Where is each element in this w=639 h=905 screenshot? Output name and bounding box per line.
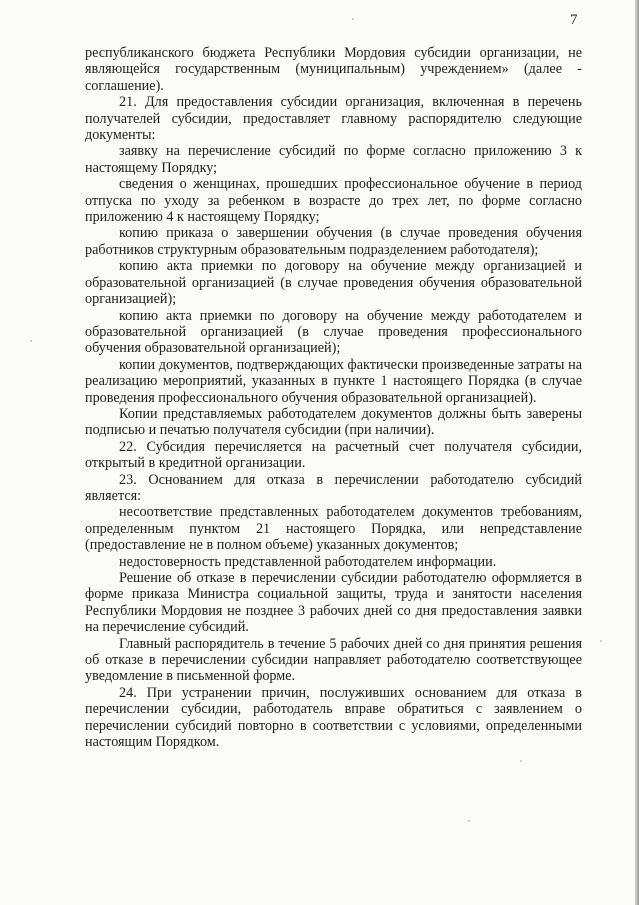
page-number: 7 [570,12,578,28]
list-item-expense-docs: копии документов, подтверждающих фактически произведенные затраты на реализацию мероприятий, указанных в пункте 1 настоящего Порядка (в случае проведения профессионального обучения образовательной организацией). [85,356,582,406]
paragraph-refusal-decision: Решение об отказе в перечислении субсидии работодателю оформляется в форме приказа Министра социальной защиты, труда и занятости населения Республики Мордовия не позднее 3 рабочих дней со дня предоставления заявки на перечисление субсидий. [85,570,582,636]
scan-speckle [600,640,602,642]
list-item-inaccuracy: недостоверность представленной работодателем информации. [119,553,497,570]
paragraph-item-23: 23. Основанием для отказа в перечислении работодателю субсидий является: [85,471,582,504]
scan-speckle [520,760,522,762]
paragraph-item-24: 24. При устранении причин, послуживших основанием для отказа в перечислении субсидии, работодатель вправе обратиться с заявлением о перечислении субсидий повторно в соответствии с условиями, определенными настоящим Порядком. [85,684,582,751]
list-item-acceptance-employer: копию акта приемки по договору на обучение между работодателем и образовательной организацией (в случае проведения профессионального обучения образовательной организацией); [85,307,582,357]
paragraph-item-22: 22. Субсидия перечисляется на расчетный счет получателя субсидии, открытый в кредитной организации. [85,438,582,472]
scan-speckle [30,340,32,342]
scan-speckle [352,18,354,20]
paragraph-copies-certified: Копии представляемых работодателем документов должны быть заверены подписью и печатью получателя субсидии (при наличии). [85,405,582,439]
document-body [85,45,582,750]
list-item-acceptance-org: копию акта приемки по договору на обучение между организацией и образовательной организацией (в случае проведения обучения образовательной организацией); [85,258,582,308]
list-item-nonconformity: несоответствие представленных работодателем документов требованиям, определенным пунктом 21 настоящего Порядка, или непредставление (предоставление не в полном объеме) указанных документов; [85,504,582,554]
paragraph-continuation: республиканского бюджета Республики Мордовия субсидии организации, не являющейся государственным (муниципальным) учреждением» (далее - соглашение). [85,45,582,94]
scan-speckle [468,820,470,822]
list-item-order-copy: копию приказа о завершении обучения (в случае проведения обучения работников структурным образовательным подразделением работодателя); [85,225,582,258]
scan-edge-shadow [635,0,639,905]
list-item-application: заявку на перечисление субсидий по форме согласно приложению 3 к настоящему Порядку; [85,143,582,176]
paragraph-item-21: 21. Для предоставления субсидии организация, включенная в перечень получателей субсидии, предоставляет главному распорядителю следующие документы: [85,94,582,144]
list-item-women-info: сведения о женщинах, прошедших профессиональное обучение в период отпуска по уходу за ребенком в возрасте до трех лет, по форме согласно приложению 4 к настоящему Порядку; [85,176,582,226]
paragraph-notification: Главный распорядитель в течение 5 рабочих дней со дня принятия решения об отказе в перечислении субсидии направляет работодателю соответствующее уведомление в письменной форме. [85,635,582,685]
